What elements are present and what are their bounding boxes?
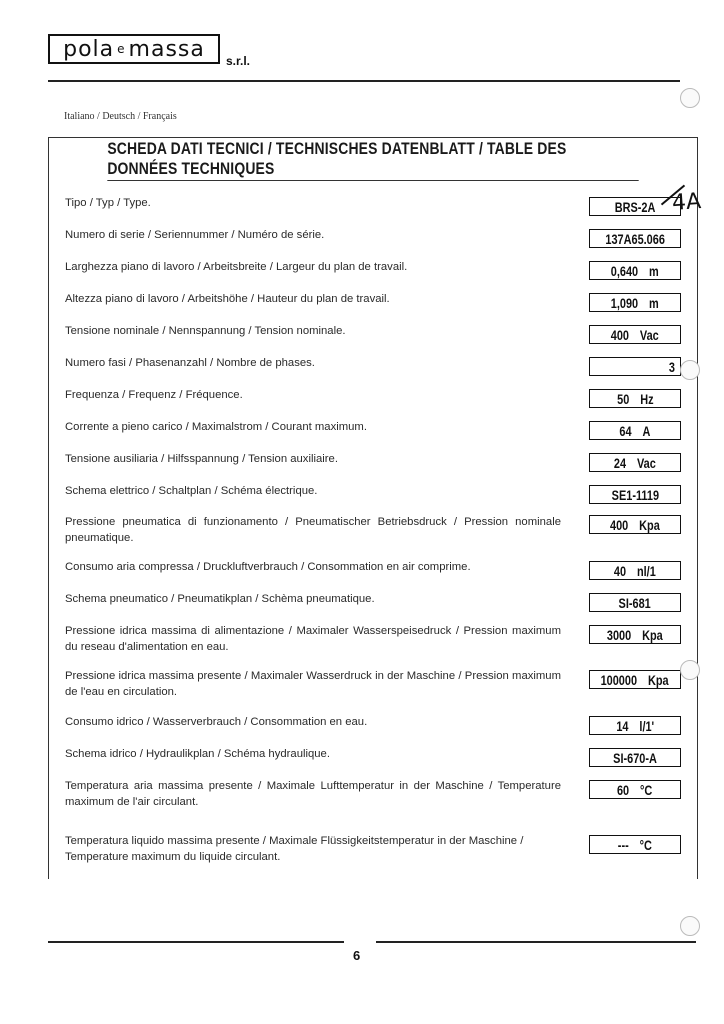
value-electrical-diagram: SE1-1119 bbox=[611, 486, 659, 503]
row-label-hydraulic-diagram: Schema idrico / Hydraulikplan / Schéma hydraulique. bbox=[65, 748, 330, 760]
row-label-type: Tipo / Typ / Type. bbox=[65, 197, 151, 209]
unit-max-water-pressure: Kpa bbox=[648, 671, 669, 688]
row-label-pneumatic-diagram: Schema pneumatico / Pneumatikplan / Schèma pneumatique. bbox=[65, 593, 375, 605]
value-auxiliary-voltage: 24 bbox=[614, 454, 627, 471]
logo-conjunction: e bbox=[117, 42, 126, 56]
footer-divider-right bbox=[376, 941, 696, 943]
value-box-pneumatic-pressure bbox=[589, 515, 681, 534]
footer-divider-left bbox=[48, 941, 344, 943]
unit-max-liquid-temperature: °C bbox=[639, 836, 653, 853]
page-number: 6 bbox=[353, 948, 361, 963]
value-pneumatic-diagram: SI-681 bbox=[618, 594, 652, 611]
unit-air-consumption: nl/1 bbox=[637, 562, 656, 579]
unit-work-width: m bbox=[649, 262, 659, 279]
punch-hole-lower bbox=[680, 660, 700, 680]
value-box-phases bbox=[589, 357, 681, 376]
row-label-max-supply-water-pressure: Pressione idrica massima di alimentazione / Maximaler Wasserspeisedruck / Pression maximum du reseau d'alimentation en eau. bbox=[65, 625, 561, 653]
unit-auxiliary-voltage: Vac bbox=[637, 454, 656, 471]
row-label-water-consumption: Consumo idrico / Wasserverbrauch / Consommation en eau. bbox=[65, 716, 368, 728]
company-logo bbox=[48, 34, 220, 64]
value-work-height: 1,090 bbox=[611, 294, 639, 311]
unit-nominal-voltage: Vac bbox=[640, 326, 659, 343]
value-box-pneumatic-diagram bbox=[589, 593, 681, 612]
unit-max-air-temperature: °C bbox=[640, 781, 653, 798]
value-phases: 3 bbox=[669, 358, 676, 375]
languages-line: Italiano / Deutsch / Français bbox=[64, 111, 177, 122]
row-label-electrical-diagram: Schema elettrico / Schaltplan / Schéma électrique. bbox=[65, 485, 318, 497]
row-label-phases: Numero fasi / Phasenanzahl / Nombre de phases. bbox=[65, 357, 315, 369]
value-frequency: 50 bbox=[616, 390, 629, 407]
value-serial: 137A65.066 bbox=[605, 230, 665, 247]
unit-work-height: m bbox=[649, 294, 659, 311]
unit-water-consumption: l/1' bbox=[639, 717, 654, 734]
value-max-air-temperature: 60 bbox=[617, 781, 630, 798]
value-box-electrical-diagram bbox=[589, 485, 681, 504]
value-box-hydraulic-diagram bbox=[589, 748, 681, 767]
unit-frequency: Hz bbox=[639, 390, 654, 407]
value-box-work-height bbox=[589, 293, 681, 312]
unit-full-load-current: A bbox=[642, 422, 651, 439]
value-box-air-consumption bbox=[589, 561, 681, 580]
value-box-frequency bbox=[589, 389, 681, 408]
sheet-title: SCHEDA DATI TECNICI / TECHNISCHES DATENBLATT / TABLE DES DONNÉES TECHNIQUES bbox=[107, 138, 638, 181]
value-water-consumption: 14 bbox=[616, 717, 629, 734]
row-label-work-height: Altezza piano di lavoro / Arbeitshöhe / Hauteur du plan de travail. bbox=[65, 293, 390, 305]
value-box-max-air-temperature bbox=[589, 780, 681, 799]
header-divider bbox=[48, 80, 680, 82]
row-label-pneumatic-pressure: Pressione pneumatica di funzionamento / Pneumatischer Betriebsdruck / Pression nominale pneumatique. bbox=[65, 516, 561, 544]
row-label-frequency: Frequenza / Frequenz / Fréquence. bbox=[65, 389, 243, 401]
punch-hole-bottom bbox=[680, 916, 700, 936]
row-label-full-load-current: Corrente a pieno carico / Maximalstrom / Courant maximum. bbox=[65, 421, 367, 433]
unit-max-supply-water-pressure: Kpa bbox=[642, 626, 663, 643]
value-hydraulic-diagram: SI-670-A bbox=[613, 749, 657, 766]
value-box-auxiliary-voltage bbox=[589, 453, 681, 472]
value-box-full-load-current bbox=[589, 421, 681, 440]
value-work-width: 0,640 bbox=[611, 262, 639, 279]
row-label-max-air-temperature: Temperatura aria massima presente / Maximale Lufttemperatur in der Maschine / Temperature maximum de l'air circulant. bbox=[65, 780, 561, 808]
value-box-max-liquid-temperature bbox=[589, 835, 681, 854]
value-box-serial bbox=[589, 229, 681, 248]
value-box-nominal-voltage bbox=[589, 325, 681, 344]
value-box-max-water-pressure bbox=[589, 670, 681, 689]
value-max-water-pressure: 100000 bbox=[600, 671, 638, 688]
company-suffix: s.r.l. bbox=[226, 54, 251, 68]
value-pneumatic-pressure: 400 bbox=[610, 516, 629, 533]
value-type: BRS-2A bbox=[614, 198, 656, 215]
row-label-auxiliary-voltage: Tensione ausiliaria / Hilfsspannung / Tension auxiliaire. bbox=[65, 453, 338, 465]
value-full-load-current: 64 bbox=[619, 422, 632, 439]
technical-data-sheet bbox=[48, 137, 698, 879]
value-max-liquid-temperature: --- bbox=[617, 836, 629, 853]
row-label-air-consumption: Consumo aria compressa / Druckluftverbrauch / Consommation en air comprime. bbox=[65, 561, 471, 573]
value-nominal-voltage: 400 bbox=[611, 326, 630, 343]
value-box-water-consumption bbox=[589, 716, 681, 735]
logo-word-right: massa bbox=[128, 36, 205, 62]
value-box-max-supply-water-pressure bbox=[589, 625, 681, 644]
row-label-work-width: Larghezza piano di lavoro / Arbeitsbreite / Largeur du plan de travail. bbox=[65, 261, 408, 273]
punch-hole-middle bbox=[680, 360, 700, 380]
value-max-supply-water-pressure: 3000 bbox=[607, 626, 632, 643]
unit-pneumatic-pressure: Kpa bbox=[639, 516, 660, 533]
row-label-serial: Numero di serie / Seriennummer / Numéro de série. bbox=[65, 229, 325, 241]
row-label-max-water-pressure: Pressione idrica massima presente / Maximaler Wasserdruck in der Maschine / Pression maximum de l'eau en circulation. bbox=[65, 670, 561, 698]
value-air-consumption: 40 bbox=[614, 562, 627, 579]
handwritten-annotation: 4A bbox=[671, 189, 702, 216]
logo-word-left: pola bbox=[63, 36, 115, 62]
row-label-max-liquid-temperature: Temperatura liquido massima presente / Maximale Flüssigkeitstemperatur in der Maschine / Temperature maximum du liquide circulant. bbox=[65, 835, 524, 863]
punch-hole-top bbox=[680, 88, 700, 108]
row-label-nominal-voltage: Tensione nominale / Nennspannung / Tension nominale. bbox=[65, 325, 346, 337]
value-box-work-width bbox=[589, 261, 681, 280]
